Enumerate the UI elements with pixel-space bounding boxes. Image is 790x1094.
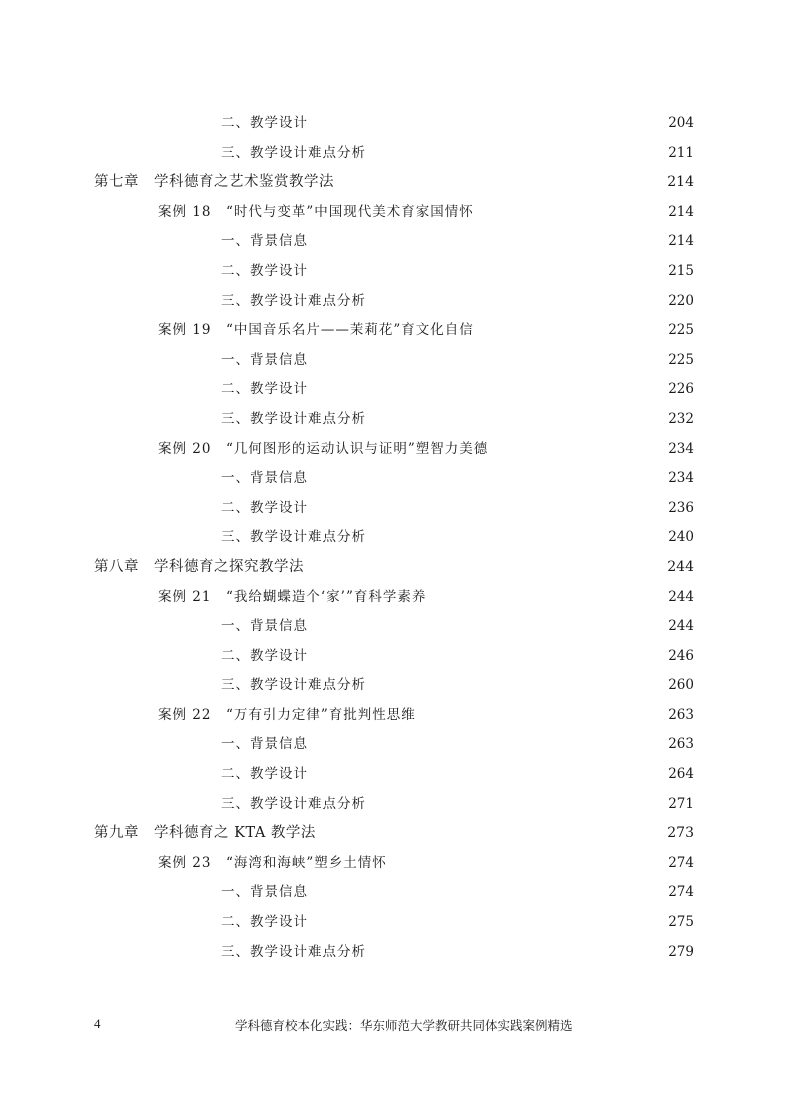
toc-case-row[interactable] [0,583,790,613]
toc-entry-title: 一、背景信息 [221,884,308,901]
toc-entry-title: 二、教学设计 [221,262,308,279]
toc-page-number: 260 [668,677,694,694]
toc-entry-title: 三、教学设计难点分析 [221,144,366,161]
footer-page-number: 4 [94,1016,101,1031]
toc-case-row[interactable] [0,435,790,465]
toc-page-number: 274 [668,884,694,901]
toc-entry-title: 案例 23 “海湾和海峡”塑乡土情怀 [158,854,387,871]
toc-page-number: 240 [668,529,694,546]
toc-section-row[interactable] [0,523,790,553]
toc-entry-title: 二、教学设计 [221,499,308,516]
toc-section-row[interactable] [0,346,790,376]
toc-page-number: 264 [668,766,694,783]
toc-entry-title: 案例 22 “万有引力定律”育批判性思维 [158,706,416,723]
toc-entry-title: 三、教学设计难点分析 [221,410,366,427]
toc-page-number: 234 [668,440,694,457]
toc-page-number: 244 [668,588,694,605]
toc-case-row[interactable] [0,198,790,228]
toc-page-number: 279 [668,943,694,960]
toc-page-number: 220 [668,292,694,309]
toc-section-row[interactable] [0,405,790,435]
toc-section-row[interactable] [0,257,790,287]
toc-section-row[interactable] [0,671,790,701]
toc-case-row[interactable] [0,849,790,879]
toc-section-row[interactable] [0,938,790,968]
toc-page-number: 214 [668,233,694,250]
toc-page-number: 263 [668,736,694,753]
toc-case-row[interactable] [0,316,790,346]
toc-page-number: 274 [668,854,694,871]
toc-entry-title: 一、背景信息 [221,351,308,368]
toc-entry-title: 案例 18 “时代与变革”中国现代美术育家国情怀 [158,203,474,220]
toc-page-number: 225 [668,322,694,339]
toc-entry-title: 一、背景信息 [221,233,308,250]
toc-page-number: 236 [668,499,694,516]
toc-entry-title: 二、教学设计 [221,115,308,131]
toc-entry-title: 二、教学设计 [221,914,308,931]
toc-page-number: 275 [668,914,694,931]
toc-page-number: 204 [668,115,694,131]
toc-entry-title: 一、背景信息 [221,470,308,487]
toc-case-row[interactable] [0,701,790,731]
footer-book-title: 学科德育校本化实践：华东师范大学教研共同体实践案例精选 [235,1018,573,1033]
toc-entry-title: 三、教学设计难点分析 [221,943,366,960]
toc-section-row[interactable] [0,790,790,820]
toc-entry-title: 二、教学设计 [221,766,308,783]
toc-entry-title: 第八章 学科德育之探究教学法 [94,558,304,575]
toc-page-number: 214 [667,174,694,191]
toc-section-row[interactable] [0,227,790,257]
toc-page-number: 271 [668,795,694,812]
toc-entry-title: 案例 20 “几何图形的运动认识与证明”塑智力美德 [158,440,489,457]
toc-page-number: 244 [668,618,694,635]
toc-page-number: 225 [668,351,694,368]
toc-page-number: 273 [667,825,694,842]
toc-chapter-row[interactable] [0,553,790,583]
toc-page-number: 226 [668,381,694,398]
toc-entry-title: 案例 19 “中国音乐名片——茉莉花”育文化自信 [158,322,474,339]
toc-section-row[interactable] [0,287,790,317]
toc-entry-title: 二、教学设计 [221,647,308,664]
toc-entry-title: 三、教学设计难点分析 [221,795,366,812]
toc-chapter-row[interactable] [0,168,790,198]
toc-entry-title: 一、背景信息 [221,736,308,753]
toc-section-row[interactable] [0,375,790,405]
toc-entry-title: 三、教学设计难点分析 [221,529,366,546]
toc-entry-title: 三、教学设计难点分析 [221,677,366,694]
toc-section-row[interactable] [0,494,790,524]
toc-section-row[interactable] [0,612,790,642]
toc-page-number: 215 [668,262,694,279]
toc-section-row[interactable] [0,908,790,938]
toc-section-row[interactable] [0,878,790,908]
page-footer [0,1016,790,1036]
toc-section-row[interactable] [0,139,790,169]
table-of-contents [0,109,790,967]
toc-entry-title: 第九章 学科德育之 KTA 教学法 [94,825,316,842]
toc-section-row[interactable] [0,464,790,494]
toc-page-number: 214 [668,203,694,220]
toc-page-number: 244 [667,558,694,575]
toc-page-number: 211 [668,144,694,161]
toc-page-number: 263 [668,706,694,723]
toc-page-number: 232 [668,410,694,427]
toc-entry-title: 案例 21 “我给蝴蝶造个‘家’”育科学素养 [158,588,427,605]
toc-section-row[interactable] [0,642,790,672]
toc-entry-title: 三、教学设计难点分析 [221,292,366,309]
toc-page-number: 246 [668,647,694,664]
toc-chapter-row[interactable] [0,819,790,849]
toc-section-row[interactable] [0,730,790,760]
toc-page-number: 234 [668,470,694,487]
toc-entry-title: 二、教学设计 [221,381,308,398]
toc-entry-title: 一、背景信息 [221,618,308,635]
toc-entry-title: 第七章 学科德育之艺术鉴赏教学法 [94,174,334,191]
toc-section-row[interactable] [0,109,790,139]
toc-section-row[interactable] [0,760,790,790]
